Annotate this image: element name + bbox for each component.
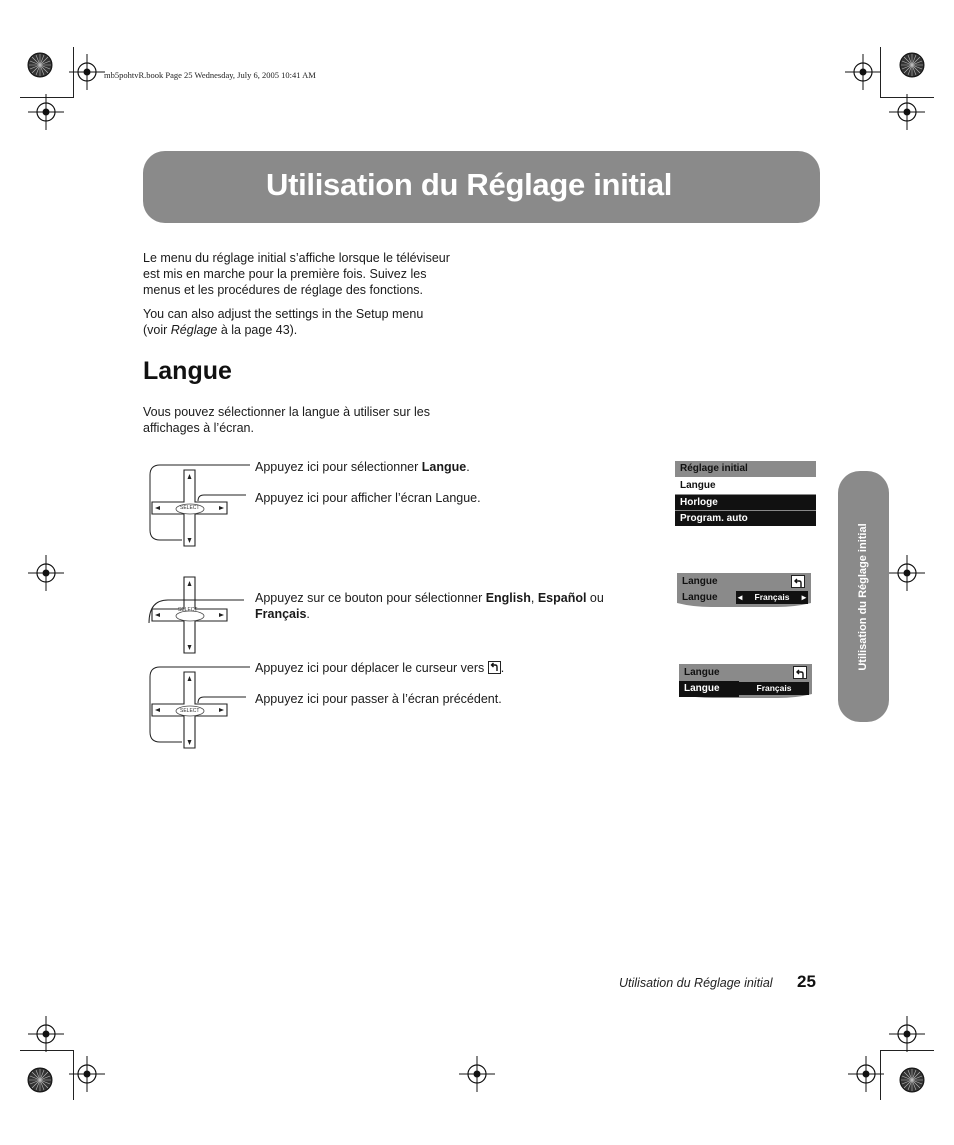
intro-line: Le menu du réglage initial s’affiche lorsque le téléviseur xyxy=(143,251,450,265)
arrow-left-icon[interactable]: ◂ xyxy=(738,592,743,602)
intro-line: You can also adjust the settings in the Setup menu xyxy=(143,307,424,321)
registration-mark-icon xyxy=(889,1016,925,1052)
select-label: SELECT xyxy=(180,505,200,511)
text-run: . xyxy=(466,460,470,474)
step-choose-language xyxy=(255,590,604,622)
intro-paragraph xyxy=(143,250,450,298)
section-heading: Langue xyxy=(143,357,232,385)
registration-mark-icon xyxy=(28,555,64,591)
select-label: SELECT xyxy=(178,607,198,613)
osd-row-label: Langue xyxy=(679,681,739,697)
registration-mark-icon xyxy=(69,1056,105,1092)
dpad-icon xyxy=(149,577,244,653)
registration-mark-icon xyxy=(845,54,881,90)
registration-mark-icon xyxy=(28,94,64,130)
intro-note xyxy=(143,306,423,338)
step-show-langue: Appuyez ici pour afficher l’écran Langue. xyxy=(255,491,481,505)
option-english: English xyxy=(485,591,531,605)
text-run: (voir xyxy=(143,323,171,337)
dpad-icon xyxy=(150,667,250,748)
star-mark-icon xyxy=(28,53,52,77)
dpad-icon xyxy=(150,465,250,546)
intro-line: menus et les procédures de réglage des fonctions. xyxy=(143,283,424,297)
text-run: , xyxy=(530,591,538,605)
text-run: Langue xyxy=(421,460,467,474)
arrow-right-icon[interactable]: ▸ xyxy=(801,592,806,602)
osd-title: Langue xyxy=(682,576,718,587)
page-title: Utilisation du Réglage initial xyxy=(266,167,673,202)
section-description xyxy=(143,404,430,436)
language-selector[interactable] xyxy=(736,591,808,604)
language-value: Français xyxy=(756,683,792,693)
return-arrow-icon[interactable] xyxy=(791,575,805,588)
osd-setup-menu xyxy=(675,461,816,527)
text-run: ou xyxy=(586,591,604,605)
desc-line: Vous pouvez sélectionner la langue à utiliser sur les xyxy=(143,405,430,419)
return-arrow-icon xyxy=(488,661,501,674)
text-run: . xyxy=(500,661,505,675)
reglage-reference[interactable]: Réglage xyxy=(170,323,218,337)
star-mark-icon xyxy=(900,53,924,77)
select-label: SELECT xyxy=(180,708,200,714)
side-tab-label: Utilisation du Réglage initial xyxy=(857,523,869,671)
registration-mark-icon xyxy=(889,94,925,130)
language-value-box[interactable] xyxy=(739,682,809,695)
language-value: Français xyxy=(754,592,790,602)
star-mark-icon xyxy=(28,1068,52,1092)
osd-item-langue[interactable]: Langue xyxy=(675,478,816,494)
registration-mark-icon xyxy=(889,555,925,591)
step-move-cursor xyxy=(255,661,504,675)
registration-mark-icon xyxy=(459,1056,495,1092)
registration-mark-icon xyxy=(28,1016,64,1052)
option-francais: Français xyxy=(255,607,307,621)
osd-item-program-auto[interactable]: Program. auto xyxy=(675,510,816,526)
intro-line xyxy=(143,322,423,338)
desc-line: affichages à l’écran. xyxy=(143,421,254,435)
page-number: 25 xyxy=(797,972,816,991)
text-run: Appuyez ici pour déplacer le curseur vers xyxy=(255,661,488,675)
osd-header: Réglage initial xyxy=(675,461,816,477)
text-run: Appuyez ici pour sélectionner xyxy=(255,460,422,474)
osd-langue-select xyxy=(677,573,811,613)
intro-line: est mis en marche pour la première fois. Suivez les xyxy=(143,267,427,281)
registration-mark-icon xyxy=(848,1056,884,1092)
footer-chapter: Utilisation du Réglage initial xyxy=(619,976,773,990)
osd-langue-return xyxy=(679,664,812,704)
option-espanol: Español xyxy=(537,591,587,605)
print-header: mb5pohtvR.book Page 25 Wednesday, July 6, 2005 10:41 AM xyxy=(104,70,316,80)
text-run: à la page 43). xyxy=(217,323,298,337)
osd-row-label: Langue xyxy=(682,592,718,603)
text-run: . xyxy=(306,607,310,621)
step-select-langue xyxy=(255,460,470,474)
registration-mark-icon xyxy=(69,54,105,90)
osd-title: Langue xyxy=(684,667,720,678)
step-previous-screen: Appuyez ici pour passer à l’écran précédent. xyxy=(255,692,502,706)
osd-item-horloge[interactable]: Horloge xyxy=(675,494,816,510)
dpad-diagrams xyxy=(140,455,260,755)
return-arrow-icon[interactable] xyxy=(793,666,807,679)
text-run: Appuyez sur ce bouton pour sélectionner xyxy=(255,591,486,605)
star-mark-icon xyxy=(900,1068,924,1092)
